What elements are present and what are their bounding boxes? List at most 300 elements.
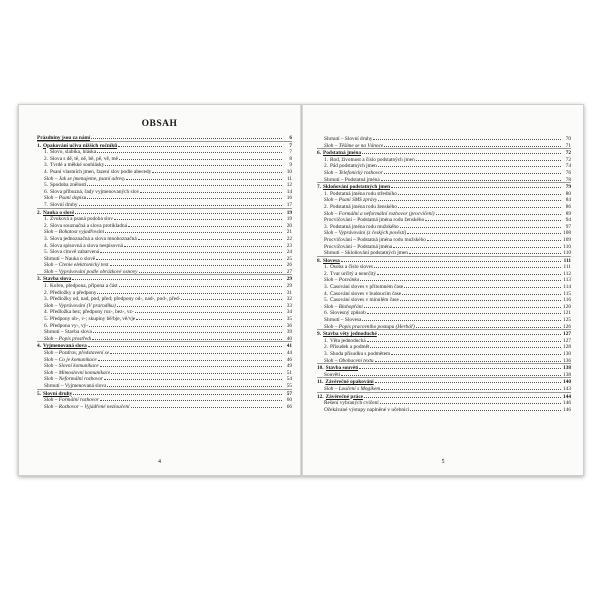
toc-entry-title: Spodoba znělosti (49, 182, 87, 189)
toc-entry-title: Zvuková a psaná podoba slov (49, 216, 113, 223)
toc-entry (37, 208, 292, 216)
toc-entry-page: 27 (286, 268, 292, 275)
dot-leader (341, 371, 561, 376)
dot-leader (409, 249, 561, 254)
right-page (303, 105, 583, 475)
dot-leader (378, 162, 561, 167)
book-spread (18, 104, 584, 476)
toc-entry-title: Závěrečné práce (325, 393, 364, 400)
toc-entry-page: 146 (563, 400, 571, 407)
dot-leader (152, 168, 282, 173)
toc-entry (317, 148, 571, 156)
toc-entry-page: 44 (286, 350, 292, 356)
dot-leader (380, 399, 561, 404)
toc-entry-page: 26 (286, 262, 292, 269)
toc-entry-page: 12 (286, 182, 292, 189)
dot-leader (375, 378, 561, 383)
toc-entry (37, 389, 292, 397)
toc-entry-page: 72 (565, 150, 571, 157)
toc-entry-number: 1. (324, 337, 328, 344)
toc-entry-page: 89 (565, 210, 571, 217)
dot-leader (400, 223, 561, 228)
toc-entry-page: 54 (286, 376, 292, 383)
toc-entry (317, 350, 571, 357)
toc-entry-page: 22 (286, 235, 292, 242)
toc-entry-title: Nauka o slově (42, 209, 75, 216)
dot-leader (119, 155, 282, 160)
toc-entry (37, 274, 292, 282)
dot-leader (381, 385, 561, 390)
toc-entry (317, 270, 571, 277)
toc-entry-page: 9 (289, 162, 292, 169)
dot-leader (393, 243, 561, 248)
toc-entry-title: Podstatná jména (322, 150, 362, 157)
toc-entry (37, 215, 292, 222)
dot-leader (79, 201, 282, 206)
toc-entry-page: 40 (286, 335, 292, 342)
toc-entry-page: 19 (286, 209, 292, 216)
toc-entry-number: 3. (44, 162, 48, 169)
dot-leader (131, 403, 282, 408)
toc-entry-title: Podstatná jména rodu mužského (329, 223, 399, 230)
toc-entry (37, 349, 292, 356)
toc-entry-title: Závěrečné opakování (325, 379, 374, 386)
toc-entry (37, 396, 292, 403)
toc-entry-title: Vyjmenovaná slova (42, 343, 87, 350)
toc-entry-number: 4. (44, 242, 48, 249)
toc-entry-title: Slovesný způsob (329, 310, 366, 317)
toc-entry-title: Osoba a číslo sloves (329, 264, 374, 271)
toc-entry-title: Stavba souvětí (325, 365, 359, 372)
toc-entry-page: 19 (286, 216, 292, 223)
toc-entry-page: 116 (563, 297, 571, 304)
dot-leader (391, 183, 561, 188)
toc-entry-page: 114 (563, 284, 571, 291)
toc-entry (317, 135, 571, 142)
dot-leader (100, 396, 282, 401)
toc-entry-title: Slova jednoznačná a slova mnohoznačná (49, 235, 137, 242)
dot-leader (139, 268, 282, 273)
dot-leader (98, 356, 282, 361)
toc-entry-title: Kořen, předpona, přípona a část (49, 283, 118, 290)
toc-entry-title: Psaní vlastních jmen, řazení slov podle abecedy (49, 168, 152, 175)
toc-entry (317, 377, 571, 385)
toc-entry-number: 3. (44, 296, 48, 303)
toc-entry-page: 57 (286, 390, 292, 397)
toc-entry-title: Sloh – Pozvánka (324, 277, 360, 284)
dot-leader (87, 181, 282, 186)
dot-leader (107, 382, 282, 387)
toc-entry-title: Sloh – Pozdrav, představení se (44, 350, 110, 356)
toc-entry-number: 1. (324, 156, 328, 163)
toc-entry-page: 138 (563, 371, 571, 378)
toc-entry-number: 3. (37, 276, 41, 283)
toc-entry-page: 140 (563, 379, 571, 386)
toc-entry-page: 138 (563, 365, 571, 372)
dot-leader (402, 290, 561, 295)
toc-entry (37, 295, 292, 302)
toc-entry-number: 1. (324, 264, 328, 271)
dot-leader (126, 175, 282, 180)
toc-entry-title: Sloh – Popis prostředí (44, 335, 92, 342)
toc-entry (317, 290, 571, 297)
dot-leader (104, 375, 282, 380)
toc-entry-title: Sloh – Telefonický rozhovor (324, 169, 383, 176)
toc-entry-number: 10. (317, 365, 324, 372)
toc-entry (37, 141, 292, 149)
toc-entry (37, 335, 292, 342)
dot-leader (367, 309, 561, 314)
toc-entry-title: Sloh – Neformální rozhovor (44, 376, 104, 383)
toc-entry-page: 111 (563, 257, 571, 264)
dot-leader (391, 350, 561, 355)
toc-entry-page: 76 (565, 169, 571, 176)
dot-leader (100, 248, 282, 253)
toc-entry (37, 161, 292, 168)
toc-entry-page: 127 (563, 337, 571, 344)
toc-entry-title: Shrnutí – Slovesa (324, 317, 362, 324)
toc-entry-number: 7. (44, 201, 48, 208)
toc-entry-title: Slovo, slabika, hláska (49, 149, 97, 156)
toc-entry-number: 4. (44, 309, 48, 316)
toc-entry-page: 80 (565, 190, 571, 197)
dot-leader (136, 315, 282, 320)
dot-leader (97, 148, 282, 153)
dot-leader (367, 337, 561, 342)
toc-entry-number: 3. (324, 284, 328, 291)
toc-entry (37, 155, 292, 162)
toc-entry-title: Procvičování – Podstatná jména rodu ženského (324, 217, 425, 224)
dot-leader (117, 302, 282, 307)
toc-entry-page: 112 (563, 270, 571, 277)
toc-entry-page: 113 (563, 277, 571, 284)
toc-entry-title: Stavba věty jednoduché (322, 331, 377, 338)
toc-entry-page: 39 (286, 329, 292, 336)
toc-entry-number: 1. (37, 142, 41, 149)
toc-entry-number: 2. (324, 344, 328, 351)
dot-leader (398, 203, 561, 208)
toc-entry-title: Předložky a předpony (49, 289, 97, 296)
toc-entry-number: 8. (317, 257, 321, 264)
toc-entry-title: Sloh – Vyprávování (V prarodiku) (44, 302, 116, 309)
toc-entry (37, 282, 292, 289)
toc-entry-page: 7 (289, 149, 292, 156)
toc-entry-title: Sloh – Obohacení textu (324, 357, 374, 364)
toc-entry-page: 71 (565, 142, 571, 149)
toc-entry-title: Rod, životnost a číslo podstatných jmen (329, 156, 415, 163)
toc-entry-title: Procvičování – Podstatná jména rodu mužského (324, 236, 426, 243)
toc-entry-page: 66 (286, 403, 292, 410)
toc-entry-number: 3. (324, 351, 328, 357)
toc-entry-page: 29 (286, 276, 292, 283)
toc-entry (317, 316, 571, 323)
toc-entry-page: 7 (289, 142, 292, 149)
toc-entry-number: 2. (44, 155, 48, 162)
toc-entry-number: 6. (324, 310, 328, 317)
dot-leader (398, 190, 561, 195)
dot-leader (89, 322, 282, 327)
toc-entry (317, 303, 571, 310)
toc-entry-number: 3. (44, 235, 48, 242)
toc-entry-page: 136 (563, 357, 571, 364)
toc-entry (37, 341, 292, 349)
toc-entry-title: Podstatná jména rodu ženského (329, 203, 397, 210)
toc-entry (317, 392, 571, 400)
toc-entry-page: 146 (563, 406, 571, 413)
toc-entry-page: 94 (565, 217, 571, 224)
toc-entry-number: 2. (37, 209, 41, 216)
dot-leader (96, 255, 282, 260)
toc-entry (317, 357, 571, 364)
toc-entry-title: Podstatná jména rodu středního (329, 190, 397, 197)
toc-entry-title: Časování sloves v přítomném čase (329, 284, 404, 291)
toc-entry-title: Slova souznačná a slova protikladná (49, 222, 128, 229)
toc-entry-page: 10 (286, 168, 292, 175)
toc-entry-title: Tvar určitý a neurčitý (329, 270, 377, 277)
toc-entry-number: 3. (324, 223, 328, 230)
dot-leader (416, 323, 561, 328)
toc-entry (317, 371, 571, 378)
dot-leader (93, 328, 282, 333)
toc-entry-title: Sloh – Co je komunikace (44, 356, 97, 363)
toc-entry-page: 127 (563, 331, 571, 338)
toc-entry (317, 196, 571, 203)
toc-entry-page: 17 (286, 201, 292, 208)
dot-leader (427, 236, 561, 241)
toc-entry-page: 16 (286, 195, 292, 202)
toc-entry-page: 31 (286, 289, 292, 296)
toc-entry-title: Slovní druhy (49, 201, 78, 208)
toc-entry-page: 143 (563, 385, 571, 392)
toc-entry-number: 5. (37, 390, 41, 397)
toc-entry-number: 2. (44, 289, 48, 296)
toc-entry-title: Časování sloves v minulém čase (329, 297, 399, 304)
toc-entry (317, 142, 571, 149)
toc-entry-page: 32 (286, 296, 292, 303)
toc-entry-page: 130 (563, 351, 571, 357)
toc-entry (37, 194, 292, 201)
toc-entry-title: Sloh – Jak se jmenujeme, psaní adresy (44, 175, 126, 182)
dot-leader (381, 176, 561, 181)
toc-entry-page: 34 (286, 309, 292, 316)
toc-entry (37, 369, 292, 376)
dot-leader (404, 283, 561, 288)
toc-entry (317, 190, 571, 197)
toc-entry (317, 229, 571, 236)
toc-entry-page: 46 (286, 356, 292, 363)
toc-entry-title: Sloh – Těšíme se na Vánoce (324, 142, 384, 149)
toc-entry (37, 302, 292, 309)
dot-leader (410, 406, 561, 411)
toc-entry-number: 4. (44, 168, 48, 175)
toc-entry (317, 343, 571, 350)
dot-leader (140, 188, 282, 193)
toc-entry (317, 385, 571, 392)
toc-entry (317, 276, 571, 283)
toc-entry (317, 176, 571, 183)
toc-entry-title: Prázdniny jsou za námi (37, 135, 91, 141)
dot-leader (362, 149, 561, 154)
toc-entry-title: Skloňování podstatných jmen (322, 184, 391, 191)
toc-entry-title: Shrnutí – Stavba slova (44, 329, 92, 336)
dot-leader (416, 156, 561, 161)
toc-entry-title: Sloh – Loučení s Mogikem (324, 385, 381, 392)
toc-entry-page: 41 (286, 343, 292, 350)
toc-entry-title: Předložka bez; předpony roz-, bez-, vz- (49, 309, 134, 316)
toc-entry (37, 322, 292, 329)
toc-entry (317, 223, 571, 230)
toc-entry-number: 9. (317, 331, 321, 338)
toc-entry-title: Časování sloves v budoucím čase (329, 290, 402, 297)
dot-leader (436, 210, 561, 215)
toc-entry-title: Pád podstatných jmen (329, 163, 377, 170)
dot-leader (110, 349, 282, 354)
toc-entry-page: 109 (563, 236, 571, 243)
toc-entry-number: 1. (44, 216, 48, 223)
toc-entry (37, 188, 292, 195)
toc-entry (37, 403, 292, 410)
toc-entry-page: 36 (286, 322, 292, 329)
toc-entry-number: 6. (44, 188, 48, 195)
toc-entry-page: 128 (563, 344, 571, 351)
toc-entry (37, 356, 292, 363)
toc-entry-number: 1. (44, 149, 48, 156)
toc-entry-page: 125 (563, 317, 571, 324)
dot-leader (97, 289, 282, 294)
toc-entry (317, 296, 571, 303)
toc-entry-number: 2. (324, 163, 328, 170)
toc-entry-title: Slova s dě, tě, ně, bě, pě, vě, mě (49, 155, 118, 162)
toc-entry-title: Sloh – Bohatost vyjadřování (44, 229, 105, 236)
toc-entry-title: Sloh – Formální rozhovor (44, 397, 99, 404)
toc-entry-title: Sloh – Mimoslovní komunikace (44, 369, 111, 376)
toc-entry (317, 399, 571, 406)
toc-entry-page: 120 (563, 303, 571, 310)
toc-entry (37, 382, 292, 389)
toc-entry-page: 86 (565, 203, 571, 210)
toc-entry (317, 337, 571, 344)
toc-entry-page: 74 (565, 163, 571, 170)
toc-entry-title: Tvrdé a měkké souhlásky (49, 162, 105, 169)
dot-leader (384, 169, 561, 174)
toc-entry-number: 4. (37, 343, 41, 350)
toc-entry-title: Sloh – Blahopřání (324, 303, 363, 310)
toc-title: OBSAH (141, 119, 178, 129)
dot-leader (373, 135, 561, 140)
toc-entry-page: 25 (286, 255, 292, 262)
toc-entry (317, 309, 571, 316)
toc-entry (317, 256, 571, 264)
toc-entry (37, 248, 292, 255)
toc-entry (317, 182, 571, 190)
toc-entry (317, 169, 571, 176)
dot-leader (105, 161, 282, 166)
dot-leader (92, 335, 282, 340)
dot-leader (362, 316, 561, 321)
toc-entry-page: 35 (286, 316, 292, 323)
toc-entry (37, 181, 292, 188)
toc-entry-page: 72 (565, 156, 571, 163)
toc-entry-title: Slova spisovná a slova nespisovná (49, 242, 123, 249)
toc-entry-page: 79 (565, 184, 571, 191)
toc-entry (37, 289, 292, 296)
toc-entry-title: Přísudek a podmět (329, 344, 370, 351)
toc-entry-title: Očekávané výstupy naplněné v učebnici (324, 406, 410, 413)
toc-entry-title: Shrnutí – Nauka o slově (44, 255, 96, 262)
toc-entry-page: 29 (286, 283, 292, 290)
toc-entry-page: 60 (286, 397, 292, 404)
toc-entry (317, 216, 571, 223)
dot-leader (87, 194, 282, 199)
toc-entry (317, 363, 571, 371)
toc-entry-page: 51 (286, 369, 292, 376)
toc-list-right (317, 135, 571, 412)
toc-entry-title: Shrnutí – Vyjmenovaná slova (44, 382, 107, 389)
toc-entry-number: 5. (44, 316, 48, 323)
toc-entry-title: Slovní druhy (42, 390, 73, 397)
toc-entry (317, 406, 571, 413)
toc-entry-page: 33 (286, 302, 292, 309)
toc-entry-number: 1. (44, 283, 48, 290)
toc-entry (317, 210, 571, 217)
toc-entry-number: 2. (324, 270, 328, 277)
toc-entry-page: 20 (286, 222, 292, 229)
toc-entry-title: Sloh – Psaní SMS zprávy (324, 197, 378, 204)
toc-entry-title: Procvičování – Podstatná jména (324, 243, 393, 250)
dot-leader (400, 296, 561, 301)
toc-entry (37, 261, 292, 268)
toc-entry-page: 55 (286, 382, 292, 389)
toc-entry-title: Sloh – Formální a neformální rozhovor (procvičení) (324, 210, 435, 217)
dot-leader (110, 261, 282, 266)
toc-entry-title: Sloh – Rozhovor – Vyjádřené nezloučení (44, 403, 130, 410)
toc-entry-number: 6. (44, 322, 48, 329)
toc-entry (317, 243, 571, 250)
page-number-left: 4 (158, 459, 161, 465)
toc-entry (37, 148, 292, 155)
toc-entry-number: 1. (324, 190, 328, 197)
toc-entry (317, 263, 571, 270)
dot-leader (72, 275, 282, 280)
toc-entry-title: Shrnutí – Slovní druhy (324, 136, 373, 142)
dot-leader (91, 134, 282, 139)
dot-leader (360, 276, 561, 281)
toc-entry-page: 121 (563, 310, 571, 317)
toc-entry-title: Sloh – Popis pracovního postupu (Herbář) (324, 323, 415, 330)
toc-entry-page: 6 (289, 135, 292, 141)
toc-entry-title: Sloh – Slovní komunikace (44, 363, 99, 370)
toc-entry-number: 4. (324, 290, 328, 297)
toc-entry (37, 242, 292, 249)
dot-leader (364, 303, 561, 308)
toc-entry-page: 97 (565, 223, 571, 230)
toc-entry-title: Slova citově zabarvená (49, 249, 100, 256)
toc-entry-title: Sloh – Psaní dopisu (44, 195, 87, 202)
toc-entry (37, 222, 292, 229)
toc-entry (37, 235, 292, 242)
toc-entry-title: Věta jednoduchá (329, 337, 366, 344)
toc-entry (37, 362, 292, 369)
toc-entry (317, 249, 571, 256)
toc-entry-page: 144 (563, 393, 571, 400)
toc-list-left (37, 134, 292, 409)
toc-entry-title: Předpona vy-, vý- (49, 322, 89, 329)
toc-entry-title: Shrnutí – Skloňování podstatných jmen (324, 250, 408, 257)
toc-entry-number: 12. (317, 393, 324, 400)
toc-entry (317, 236, 571, 243)
dot-leader (375, 357, 561, 362)
toc-entry-number: 6. (317, 150, 321, 157)
